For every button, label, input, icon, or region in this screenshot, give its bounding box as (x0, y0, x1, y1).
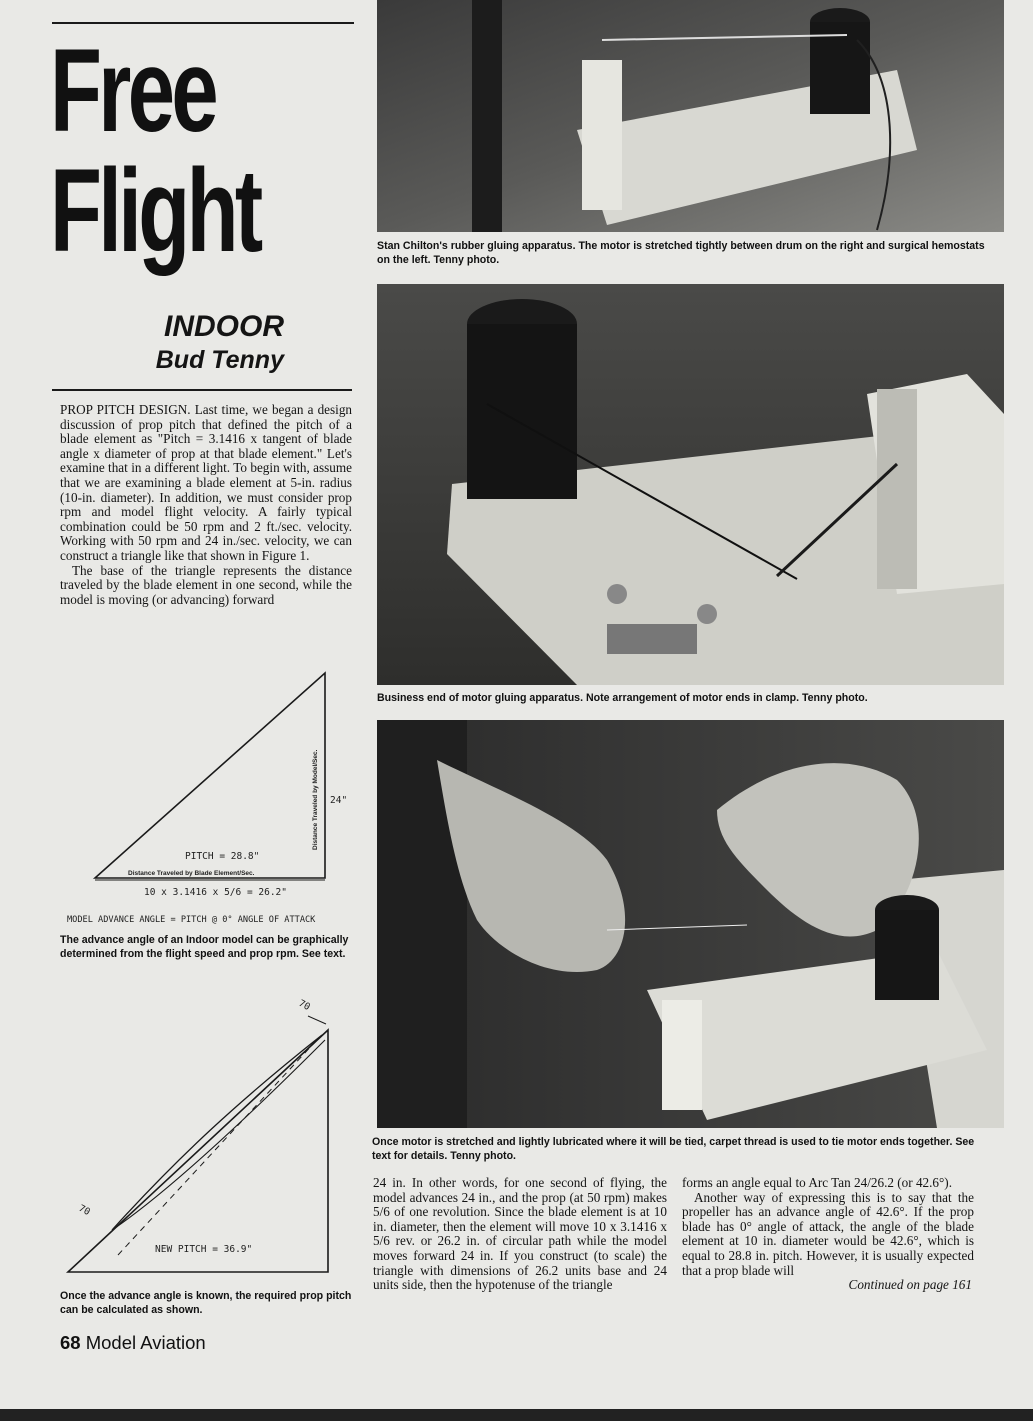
figure-2-left-mark: 70 (76, 1202, 92, 1219)
section-label: INDOOR (164, 310, 284, 343)
paragraph-1 (60, 403, 352, 564)
title-rule (52, 389, 352, 391)
photo-gluing-apparatus (377, 0, 1004, 232)
photo-2-caption: Business end of motor gluing apparatus. Note arrangement of motor ends in clamp. Tenny photo. (377, 692, 868, 704)
figure-1-caption: The advance angle of an Indoor model can be graphically determined from the flight speed and prop rpm. See text. (60, 934, 349, 960)
article-column-1 (60, 403, 352, 607)
photo-3-caption: Once motor is stretched and lightly lubricated where it will be tied, carpet thread is used to tie motor ends together. See text for details. Tenny photo. (372, 1136, 975, 1162)
figure-2-dashed-line (118, 1042, 315, 1255)
article-column-2 (373, 1176, 667, 1293)
figure-1-base-label: Distance Traveled by Blade Element/Sec. (128, 870, 255, 877)
figure-2-caption: Once the advance angle is known, the required prop pitch can be calculated as shown. (60, 1290, 352, 1316)
photo-tying-motor (377, 720, 1004, 1128)
photo-1-caption: Stan Chilton's rubber gluing apparatus. The motor is stretched tightly between drum on the right and surgical hemostats on the left. Tenny photo. (377, 240, 985, 266)
figure-1-pitch-label: PITCH = 28.8" (185, 851, 260, 862)
title-line-1: Free (50, 25, 216, 157)
column-3-paragraph-2: Another way of expressing this is to say that the propeller has an advance angle of 42.6°. If the prop blade has 0° angle of attack, the angle of the blade element at 10 in. diameter would be 42.6°, which is equal to 28.8 in. pitch. However, it is usually expected that a prop blade will (682, 1189, 974, 1278)
figure-2-top-tick (308, 1016, 326, 1024)
paragraph-1-text: Last time, we began a design discussion of prop pitch that defined the pitch of a blade element as "Pitch = 3.1416 x tangent of blade angle x diameter of prop at that blade element." Let's examine that in a different light. To begin with, assume that we are examining a blade element at 5-in. radius (10-in. diameter). In addition, we must consider prop rpm and model flight velocity. A fairly typical combination could be 50 rpm and 2 ft./sec. velocity. Working with 50 rpm and 24 in./sec. velocity, we can construct a triangle like that shown in Figure 1. (60, 402, 353, 563)
continued-note: Continued on page 161 (848, 1277, 972, 1293)
page-footer (60, 1332, 206, 1354)
figure-1-angle-note: MODEL ADVANCE ANGLE = PITCH @ 0° ANGLE OF ATTACK (67, 915, 316, 925)
top-rule (52, 22, 354, 24)
page-bottom-edge (0, 1409, 1033, 1421)
figure-1-triangle-shape (95, 673, 325, 878)
figure-2-pitch-label: NEW PITCH = 36.9" (155, 1244, 253, 1255)
figure-2-triangle (68, 1030, 328, 1272)
article-column-3 (682, 1176, 974, 1293)
column-3-paragraph-1: forms an angle equal to Arc Tan 24/26.2 (or 42.6°). (682, 1175, 952, 1190)
figure-1-side-label: Distance Traveled by Model/Sec. (312, 749, 319, 850)
figure-1-triangle (60, 665, 355, 935)
figure-1-side-value: 24" (330, 795, 348, 806)
title-line-2: Flight (50, 145, 260, 277)
column-2-text: 24 in. In other words, for one second of flying, the model advances 24 in., and the prop (at 50 rpm) makes 5/6 of one revolution. Since the blade element is at 10 in. diameter, then the element will move 10 x 3.1416 x 5/6 rev. or 26.2 in. of circular path while the model moves forward 24 in. If you construct (to scale) the triangle with dimensions of 26.2 units base and 24 units side, then the hypotenuse of the triangle (373, 1175, 667, 1293)
figure-2-pitch-diagram (60, 990, 355, 1285)
page-number: 68 (60, 1332, 81, 1353)
photo-motor-clamp (377, 284, 1004, 685)
magazine-name: Model Aviation (85, 1332, 206, 1353)
figure-1-formula: 10 x 3.1416 x 5/6 = 26.2" (144, 887, 287, 898)
lead-heading: PROP PITCH DESIGN. (60, 402, 191, 417)
author-name: Bud Tenny (155, 346, 284, 374)
figure-2-top-mark: 70 (296, 997, 312, 1014)
paragraph-2: The base of the triangle represents the distance traveled by the blade element in one second, while the model is moving (or advancing) forward (60, 562, 352, 607)
